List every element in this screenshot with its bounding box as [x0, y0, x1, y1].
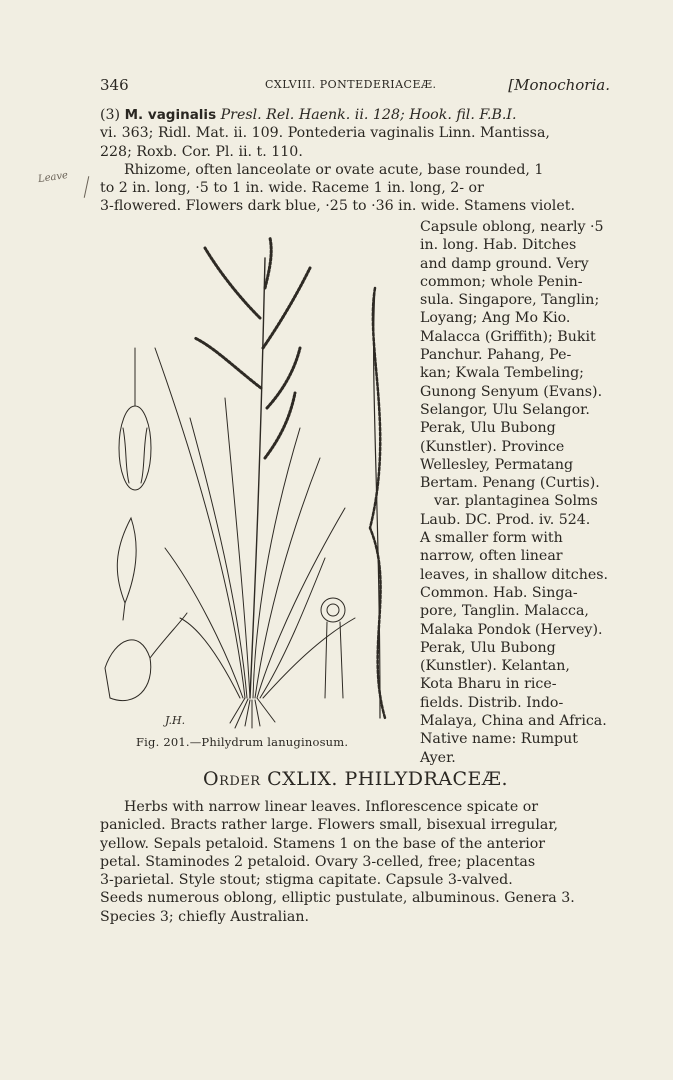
col-line: in. long. Hab. Ditches: [420, 237, 577, 254]
col-line: Selangor, Ulu Selangor.: [420, 401, 590, 418]
col-line: Bertam. Penang (Curtis).: [420, 475, 600, 492]
col-line: var. plantaginea Solms: [434, 493, 598, 510]
col-line: Perak, Ulu Bubong: [420, 420, 556, 437]
family-description: [100, 798, 611, 926]
col-line: leaves, in shallow ditches.: [420, 566, 609, 583]
desc-line: panicled. Bracts rather large. Flowers small, bisexual irregular,: [100, 817, 559, 834]
illustrator-initials: J.H.: [165, 714, 186, 727]
entry-line-1: (3) M. vaginalis Presl. Rel. Haenk. ii. 128; Hook. fil. F.B.I.: [100, 107, 517, 123]
order-numeral: CXLIX.: [267, 768, 338, 790]
col-line: Ayer.: [420, 749, 456, 766]
col-line: common; whole Penin-: [420, 273, 583, 290]
order-heading: [100, 768, 611, 790]
species-entry: [100, 106, 611, 216]
col-line: kan; Kwala Tembeling;: [420, 365, 584, 382]
col-line: Perak, Ulu Bubong: [420, 639, 556, 656]
col-line: Wellesley, Permatang: [420, 456, 574, 473]
col-line: pore, Tanglin. Malacca,: [420, 603, 589, 620]
col-line: Kota Bharu in rice-: [420, 676, 557, 693]
entry-line-6: 3-flowered. Flowers dark blue, ·25 to ·36 in. wide. Stamens violet.: [100, 198, 575, 215]
col-line: Gunong Senyum (Evans).: [420, 383, 603, 400]
col-line: sula. Singapore, Tanglin;: [420, 292, 600, 309]
col-line: Malaka Pondok (Hervey).: [420, 621, 603, 638]
botanical-illustration: [95, 228, 415, 733]
desc-line: 3-parietal. Style stout; stigma capitate. Capsule 3-valved.: [100, 872, 513, 889]
desc-line: Herbs with narrow linear leaves. Inflorescence spicate or: [124, 799, 539, 815]
section-title: [Monochoria.: [508, 76, 610, 94]
right-column-text: [420, 218, 611, 767]
desc-line: Species 3; chiefly Australian.: [100, 908, 309, 925]
col-line: fields. Distrib. Indo-: [420, 694, 564, 711]
entry-line-5: to 2 in. long, ·5 to 1 in. wide. Raceme 1 in. long, 2- or: [100, 180, 484, 197]
running-title: CXLVIII. PONTEDERIACEÆ.: [265, 78, 437, 91]
col-line: (Kunstler). Kelantan,: [420, 658, 570, 675]
col-line: Loyang; Ang Mo Kio.: [420, 310, 571, 327]
col-line: Native name: Rumput: [420, 731, 578, 748]
margin-mark: [84, 176, 90, 198]
entry-line-3: 228; Roxb. Cor. Pl. ii. t. 110.: [100, 143, 303, 160]
desc-line: Seeds numerous oblong, elliptic pustulate, albuminous. Genera 3.: [100, 890, 575, 907]
entry-line-2: vi. 363; Ridl. Mat. ii. 109. Pontederia vaginalis Linn. Mantissa,: [100, 125, 550, 142]
col-line: Common. Hab. Singa-: [420, 584, 578, 601]
order-prefix: Order: [203, 768, 261, 790]
col-line: Malaya, China and Africa.: [420, 713, 607, 730]
species-name: M. vaginalis: [124, 107, 217, 123]
margin-annotation: Leave: [37, 169, 69, 186]
desc-line: petal. Staminodes 2 petaloid. Ovary 3-celled, free; placentas: [100, 853, 536, 870]
col-line: (Kunstler). Province: [420, 438, 565, 455]
desc-line: yellow. Sepals petaloid. Stamens 1 on the base of the anterior: [100, 835, 546, 852]
figure-caption: Fig. 201.—Philydrum lanuginosum.: [136, 735, 349, 749]
col-line: Capsule oblong, nearly ·5: [420, 219, 604, 235]
order-family: PHILYDRACEÆ.: [344, 768, 508, 790]
col-line: Laub. DC. Prod. iv. 524.: [420, 511, 591, 528]
col-line: Panchur. Pahang, Pe-: [420, 347, 572, 364]
col-line: and damp ground. Very: [420, 255, 589, 272]
running-header: [100, 76, 610, 98]
col-line: A smaller form with: [420, 530, 563, 547]
col-line: narrow, often linear: [420, 548, 563, 565]
page-number: 346: [100, 76, 129, 94]
col-line: Malacca (Griffith); Bukit: [420, 328, 596, 345]
entry-line-4: Rhizome, often lanceolate or ovate acute, base rounded, 1: [124, 161, 544, 178]
